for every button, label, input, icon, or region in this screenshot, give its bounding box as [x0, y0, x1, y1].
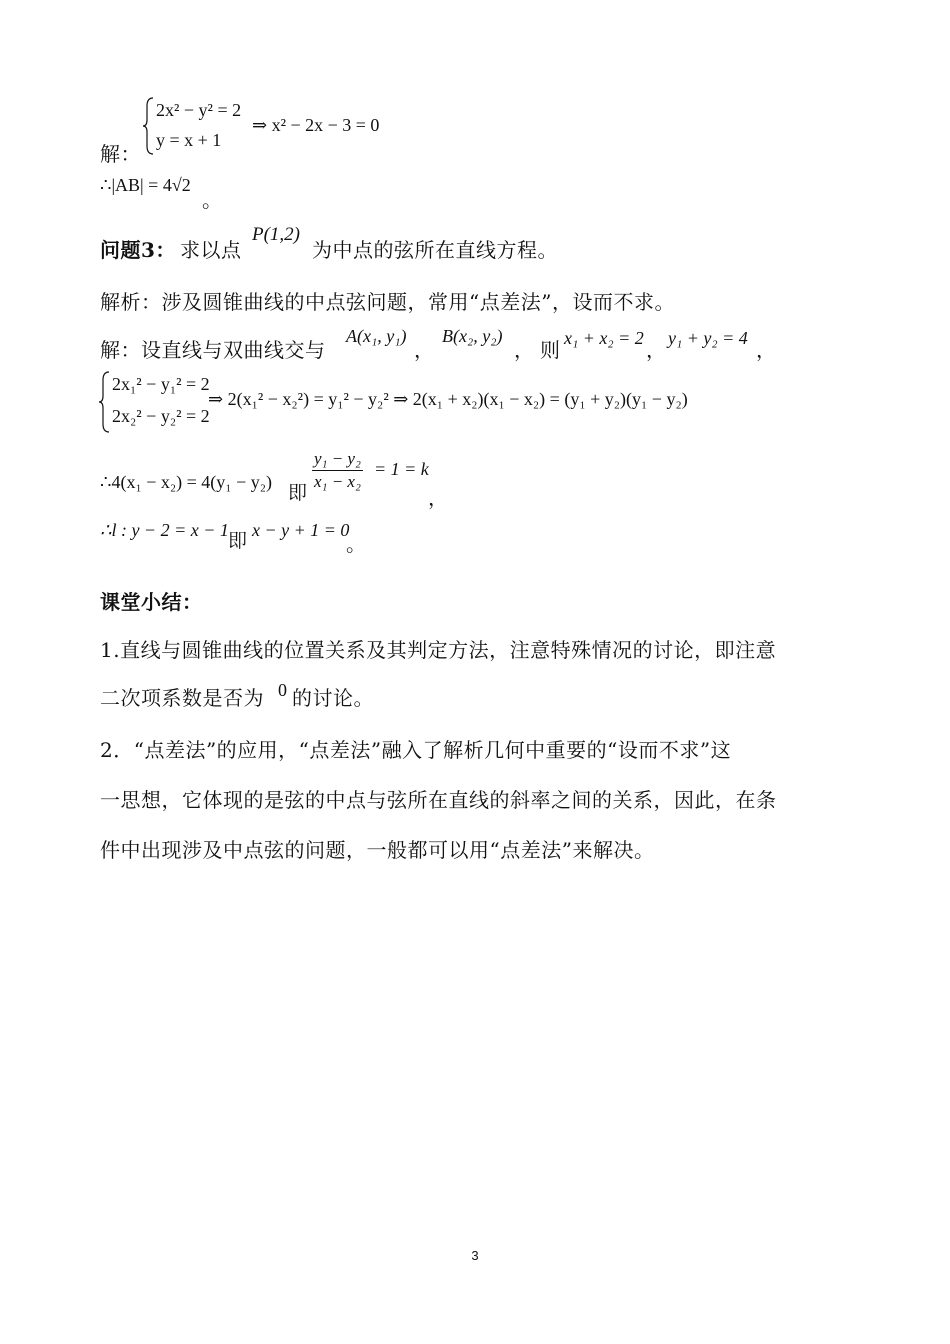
ji-text: 即: [288, 482, 308, 504]
problem-label: 问题3：: [100, 238, 176, 262]
zero-value: 0: [278, 680, 287, 700]
fraction-denominator: x₁ − x₂: [314, 472, 361, 491]
problem-text-after: 为中点的弦所在直线方程。: [312, 238, 558, 262]
point-difference-derivation: ⇒ 2(x₁² − x₂²) = y₁² − y₂² ⇒ 2(x₁ + x₂)(x₁ − x₂) = (y₁ + y₂)(y₁ − y₂): [208, 389, 688, 409]
comma: ，: [428, 486, 449, 510]
line-equation-result: x − y + 1 = 0: [252, 520, 350, 540]
system-equation-2: 2x₂² − y₂² = 2: [112, 406, 210, 426]
summary-item-2-line-3: 件中出现涉及中点弦的问题，一般都可以用“点差法”来解决。: [100, 838, 655, 862]
slope-fraction: [312, 448, 363, 493]
period: 。: [346, 532, 367, 556]
ji-text: 即: [228, 530, 248, 552]
line-equation: ∴l : y − 2 = x − 1: [100, 520, 229, 540]
difference-equation: ∴4(x₁ − x₂) = 4(y₁ − y₂): [100, 472, 272, 492]
then-text: 则: [540, 338, 561, 362]
fraction-numerator: y₁ − y₂: [312, 448, 363, 471]
left-brace-icon: [142, 96, 156, 156]
slope-result: = 1 = k: [374, 459, 429, 479]
system-equation-1: 2x² − y² = 2: [156, 100, 242, 120]
summary-item-1-line-2b: 的讨论。: [292, 686, 374, 710]
solution3-prefix: 解：设直线与双曲线交与: [100, 338, 326, 362]
point-b: B(x₂, y₂): [442, 326, 503, 346]
sum-y: y₁ + y₂ = 4: [668, 328, 748, 348]
summary-item-1-line-1: 1.直线与圆锥曲线的位置关系及其判定方法，注意特殊情况的讨论，即注意: [100, 638, 777, 662]
system-equation-1: 2x₁² − y₁² = 2: [112, 374, 210, 394]
analysis-text: 解析：涉及圆锥曲线的中点弦问题，常用“点差法”，设而不求。: [100, 290, 675, 314]
page-number: 3: [471, 1248, 479, 1263]
chord-length-result: ∴|AB| = 4√2: [100, 175, 191, 195]
left-brace-icon: [98, 370, 112, 434]
comma: ，: [646, 338, 667, 362]
comma: ，: [756, 338, 777, 362]
point-p: P(1,2): [252, 224, 301, 245]
summary-item-2-line-2: 一思想，它体现的是弦的中点与弦所在直线的斜率之间的关系，因此，在条: [100, 788, 777, 812]
comma: ，: [514, 338, 535, 362]
comma: ，: [414, 338, 435, 362]
system-equation-2: y = x + 1: [156, 130, 222, 150]
point-a: A(x₁, y₁): [346, 326, 407, 346]
sum-x: x₁ + x₂ = 2: [564, 328, 644, 348]
period: 。: [202, 188, 223, 212]
quadratic-result: ⇒ x² − 2x − 3 = 0: [252, 115, 380, 135]
summary-heading: 课堂小结：: [100, 590, 203, 614]
summary-item-1-line-2a: 二次项系数是否为: [100, 686, 264, 710]
summary-item-2-line-1: 2．“点差法”的应用，“点差法”融入了解析几何中重要的“设而不求”这: [100, 738, 732, 762]
solution-label: 解：: [100, 142, 141, 166]
problem-text-before: 求以点: [180, 238, 242, 262]
